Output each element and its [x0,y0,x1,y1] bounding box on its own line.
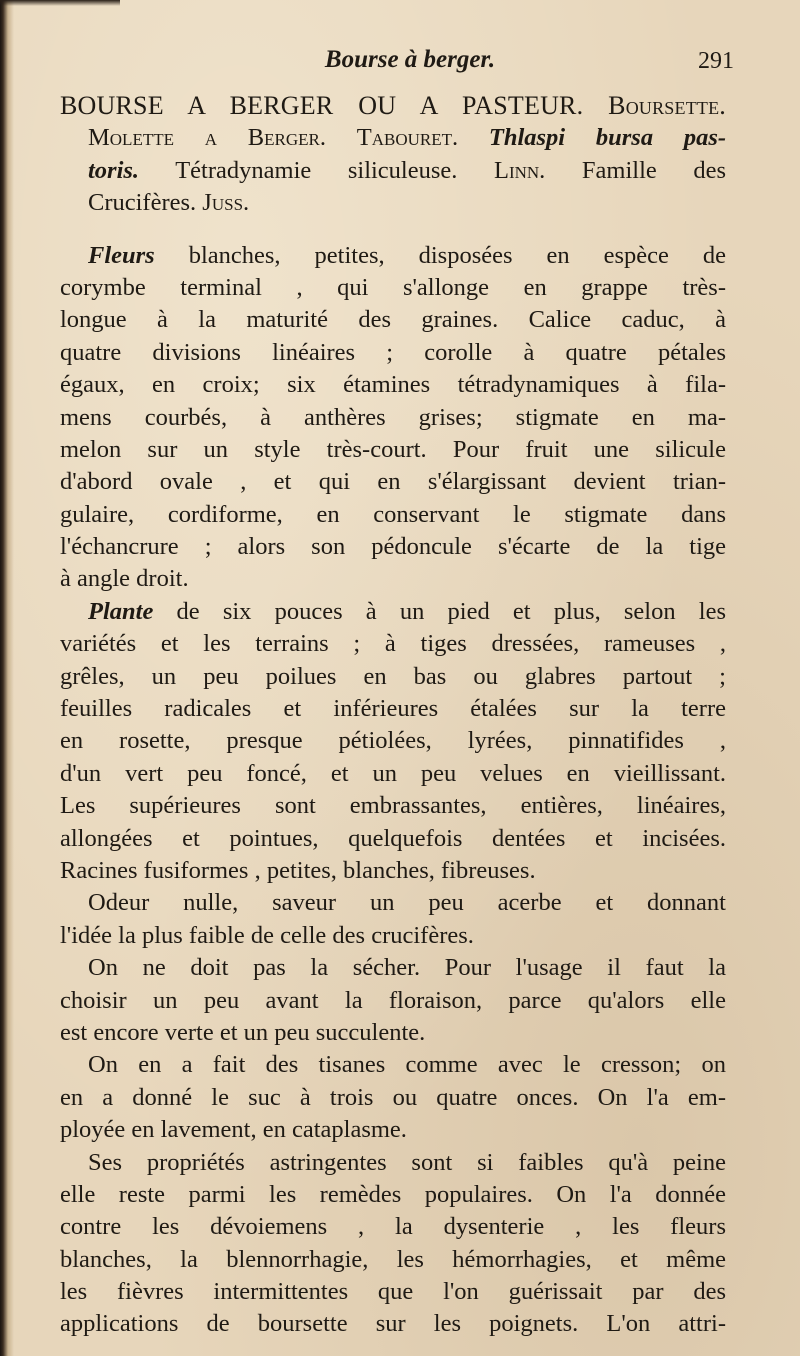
paragraph-line: grêles, un peu poilues en bas ou glabres partout ; [60,662,726,690]
paragraph-line: corymbe terminal , qui s'allonge en grappe très- [60,273,726,301]
paragraph-text: de six pouces à un pied et plus, selon les [176,597,727,625]
paragraph-line: contre les dévoiemens , la dysenterie , les fleurs [60,1213,726,1241]
entry-synonym: Boursette. [608,91,726,120]
page-corner-shadow [0,0,120,6]
paragraph-line: quatre divisions linéaires ; corolle à quatre pétales [60,338,726,366]
paragraph-line: On ne doit pas la sécher. Pour l'usage il faut la [88,954,726,982]
paragraph-line: choisir un peu avant la floraison, parce qu'alors elle [60,986,726,1014]
paragraph-line: à angle droit. [60,565,189,593]
paragraph-line: égaux, en croix; six étamines tétradynamiques à fila- [60,371,726,399]
paragraph-line: On en a fait des tisanes comme avec le cresson; on [88,1051,726,1079]
entry-title-line [60,90,726,122]
entry-title: BOURSE A BERGER OU A PASTEUR. [60,91,584,120]
entry-juss: Juss. [202,189,250,217]
entry-latin-name-end: toris. [88,156,140,184]
paragraph-line: longue à la maturité des graines. Calice caduc, à [60,306,726,334]
paragraph-line: blanches, la blennorrhagie, les hémorrhagies, et même [60,1245,726,1273]
paragraph-line: Les supérieures sont embrassantes, entières, linéaires, [60,792,726,820]
paragraph-line: en a donné le suc à trois ou quatre onces. On l'a em- [60,1083,726,1111]
paragraph-line: en rosette, presque pétiolées, lyrées, pinnatifides , [60,727,726,755]
entry-synonym-tabouret: Tabouret. [356,124,459,152]
entry-synonyms-line [60,122,726,154]
paragraph-line: Racines fusiformes , petites, blanches, fibreuses. [60,856,536,884]
entry-classification-line [60,155,726,187]
section-gap [60,220,726,240]
paragraph-line: Ses propriétés astringentes sont si faibles qu'à peine [88,1148,726,1176]
paragraph-line: les fièvres intermittentes que l'on guérissait par des [60,1278,726,1306]
paragraph-line [60,596,726,628]
paragraph-line: l'échancrure ; alors son pédoncule s'écarte de la tige [60,533,726,561]
page-binding-edge [0,0,14,1356]
paragraph-line: applications de boursette sur les poignets. L'on attri- [60,1310,726,1338]
paragraph-lead-plante: Plante [88,597,154,625]
paragraph-line: elle reste parmi les remèdes populaires. On l'a donnée [60,1180,726,1208]
paragraph-line: gulaire, cordiforme, en conservant le stigmate dans [60,500,726,528]
page-number: 291 [698,48,734,74]
paragraph-lead-fleurs: Fleurs [88,241,155,269]
paragraph-line: mens courbés, à anthères grises; stigmate en ma- [60,403,726,431]
paragraph-line: melon sur un style très-court. Pour fruit une silicule [60,435,726,463]
running-head: Bourse à berger. [324,46,496,73]
entry-synonym-molette: Molette a Berger. [88,124,326,152]
entry-latin-name: Thlaspi bursa pas- [488,124,727,152]
entry-family-line [60,187,726,219]
paragraph-line: est encore verte et un peu succulente. [60,1018,426,1046]
paragraph-line: variétés et les terrains ; à tiges dressées, rameuses , [60,630,726,658]
paragraph-line: d'abord ovale , et qui en s'élargissant devient trian- [60,468,726,496]
paragraph-line [60,240,726,272]
paragraph-line: allongées et pointues, quelquefois dentées et incisées. [60,824,726,852]
entry-family: Crucifères. [88,189,197,217]
entry-classification: Tétradynamie siliculeuse. [175,156,458,184]
paragraph-line: Odeur nulle, saveur un peu acerbe et donnant [88,889,726,917]
page-body [60,90,726,1341]
entry-linn: Linn. [494,156,546,184]
page-header [60,46,760,86]
paragraph-line: feuilles radicales et inférieures étalées sur la terre [60,695,726,723]
paragraph-line: ployée en lavement, en cataplasme. [60,1116,407,1144]
paragraph-text: blanches, petites, disposées en espèce de [188,241,727,269]
paragraph-line: l'idée la plus faible de celle des crucifères. [60,921,474,949]
paragraph-line: d'un vert peu foncé, et un peu velues en vieillissant. [60,759,726,787]
entry-family-label: Famille des [581,156,727,184]
